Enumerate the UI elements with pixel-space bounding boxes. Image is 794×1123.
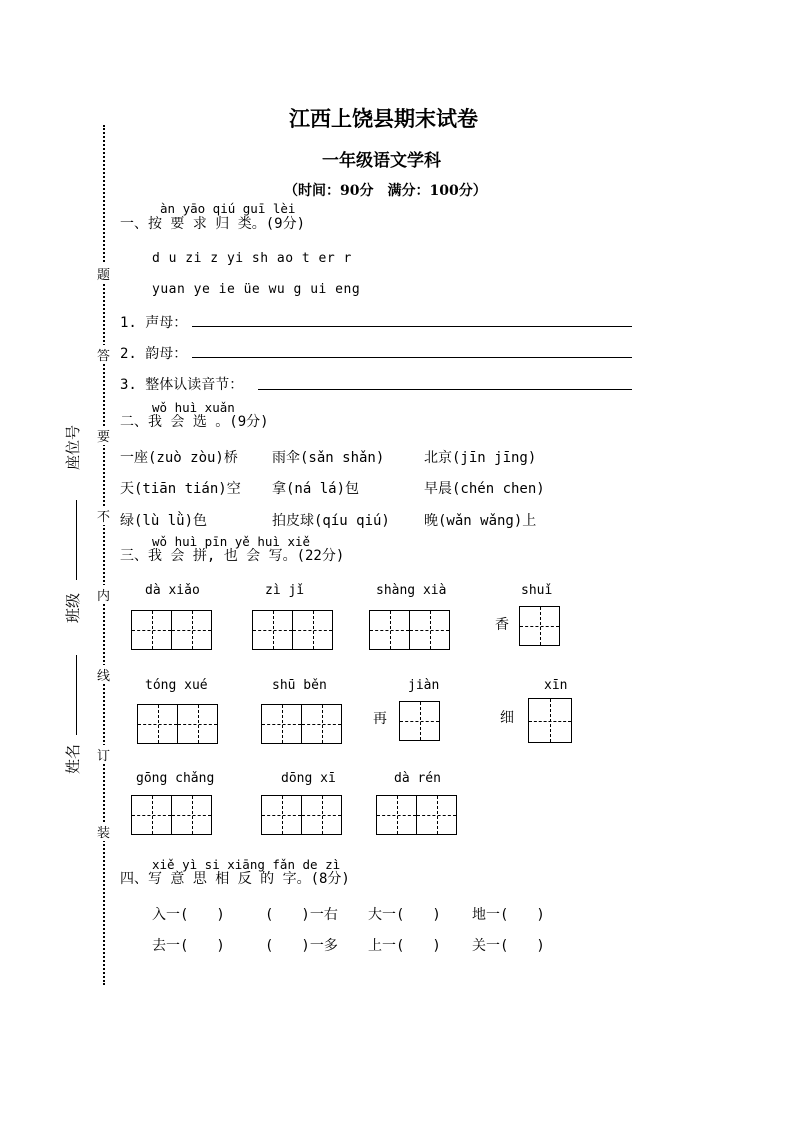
choice-item[interactable]: 天(tiān tián)空 <box>120 481 241 497</box>
section1-heading: 一、按 要 求 归 类。(9分) <box>120 216 306 232</box>
antonym-item[interactable]: ( )一多 <box>265 938 338 954</box>
writing-grid[interactable] <box>528 698 572 743</box>
section3-pinyin: wǒ huì pīn yě huì xiě <box>152 534 311 549</box>
writing-grid[interactable] <box>519 606 560 646</box>
pinyin-prompt: shàng xià <box>376 583 447 598</box>
antonym-item[interactable]: 关一( ) <box>472 938 545 954</box>
given-character: 细 <box>500 710 514 726</box>
binding-char: 内 <box>97 585 110 604</box>
writing-grid[interactable] <box>369 610 450 650</box>
writing-grid[interactable] <box>399 701 440 741</box>
binding-char: 订 <box>97 745 110 764</box>
antonym-item[interactable]: 上一( ) <box>368 938 441 954</box>
choice-item[interactable]: 一座(zuò zòu)桥 <box>120 450 238 466</box>
section1-syllables-line2: yuan ye ie üe wu g ui eng <box>152 282 361 297</box>
seat-underline <box>76 500 77 580</box>
given-character: 香 <box>495 617 509 633</box>
pinyin-prompt: xīn <box>544 678 568 693</box>
writing-grid[interactable] <box>131 610 212 650</box>
given-character: 再 <box>373 711 387 727</box>
choice-item[interactable]: 雨伞(sǎn shǎn) <box>272 450 385 466</box>
question-initials: 1. 声母： <box>120 315 188 331</box>
pinyin-prompt: dà rén <box>394 771 441 786</box>
binding-char: 答 <box>97 345 110 364</box>
writing-grid[interactable] <box>137 704 218 744</box>
writing-grid[interactable] <box>252 610 333 650</box>
section2-pinyin: wǒ huì xuǎn <box>152 400 235 415</box>
name-label: 姓名 <box>64 743 82 774</box>
answer-line-finals[interactable] <box>192 357 632 358</box>
binding-char: 线 <box>97 665 110 684</box>
binding-line <box>103 125 105 985</box>
antonym-item[interactable]: 入一( ) <box>152 907 225 923</box>
pinyin-prompt: dà xiǎo <box>145 583 200 598</box>
seat-number-label: 座位号 <box>64 424 82 470</box>
page-subtitle: 一年级语文学科 <box>322 151 441 171</box>
pinyin-prompt: zì jǐ <box>265 583 305 598</box>
class-label: 班级 <box>64 592 82 623</box>
writing-grid[interactable] <box>376 795 457 835</box>
antonym-item[interactable]: 大一( ) <box>368 907 441 923</box>
pinyin-prompt: tóng xué <box>145 678 208 693</box>
binding-char: 题 <box>97 264 110 283</box>
section4-heading: 四、写 意 思 相 反 的 字。(8分) <box>120 871 350 887</box>
choice-item[interactable]: 晚(wǎn wǎng)上 <box>424 513 537 529</box>
section4-pinyin: xiě yì si xiāng fǎn de zì <box>152 857 341 872</box>
pinyin-prompt: shuǐ <box>521 583 553 598</box>
answer-line-whole-syllables[interactable] <box>258 389 632 390</box>
writing-grid[interactable] <box>261 795 342 835</box>
page-title: 江西上饶县期末试卷 <box>289 106 478 131</box>
pinyin-prompt: gōng chǎng <box>136 771 215 786</box>
writing-grid[interactable] <box>131 795 212 835</box>
binding-char: 要 <box>97 426 110 445</box>
antonym-item[interactable]: ( )一右 <box>265 907 338 923</box>
choice-item[interactable]: 拿(ná lá)包 <box>272 481 360 497</box>
binding-char: 不 <box>97 506 110 525</box>
pinyin-prompt: shū běn <box>272 678 327 693</box>
binding-char: 装 <box>97 822 110 841</box>
section2-heading: 二、我 会 选 。(9分) <box>120 414 269 430</box>
answer-line-initials[interactable] <box>192 326 632 327</box>
section1-pinyin: àn yāo qiú guī lèi <box>160 201 296 216</box>
exam-info: （时间：90分 满分：100分） <box>284 183 487 199</box>
choice-item[interactable]: 北京(jīn jīng) <box>424 450 537 466</box>
choice-item[interactable]: 拍皮球(qíu qiú) <box>272 513 390 529</box>
pinyin-prompt: jiàn <box>408 678 440 693</box>
question-whole-syllables: 3. 整体认读音节： <box>120 377 244 393</box>
question-finals: 2. 韵母： <box>120 346 188 362</box>
antonym-item[interactable]: 去一( ) <box>152 938 225 954</box>
choice-item[interactable]: 绿(lù lǜ)色 <box>120 513 208 529</box>
antonym-item[interactable]: 地一( ) <box>472 907 545 923</box>
choice-item[interactable]: 早晨(chén chen) <box>424 481 545 497</box>
pinyin-prompt: dōng xī <box>281 771 336 786</box>
writing-grid[interactable] <box>261 704 342 744</box>
class-underline <box>76 655 77 735</box>
section3-heading: 三、我 会 拼, 也 会 写。(22分) <box>120 548 345 564</box>
section1-syllables-line1: d u zi z yi sh ao t er r <box>152 251 352 266</box>
